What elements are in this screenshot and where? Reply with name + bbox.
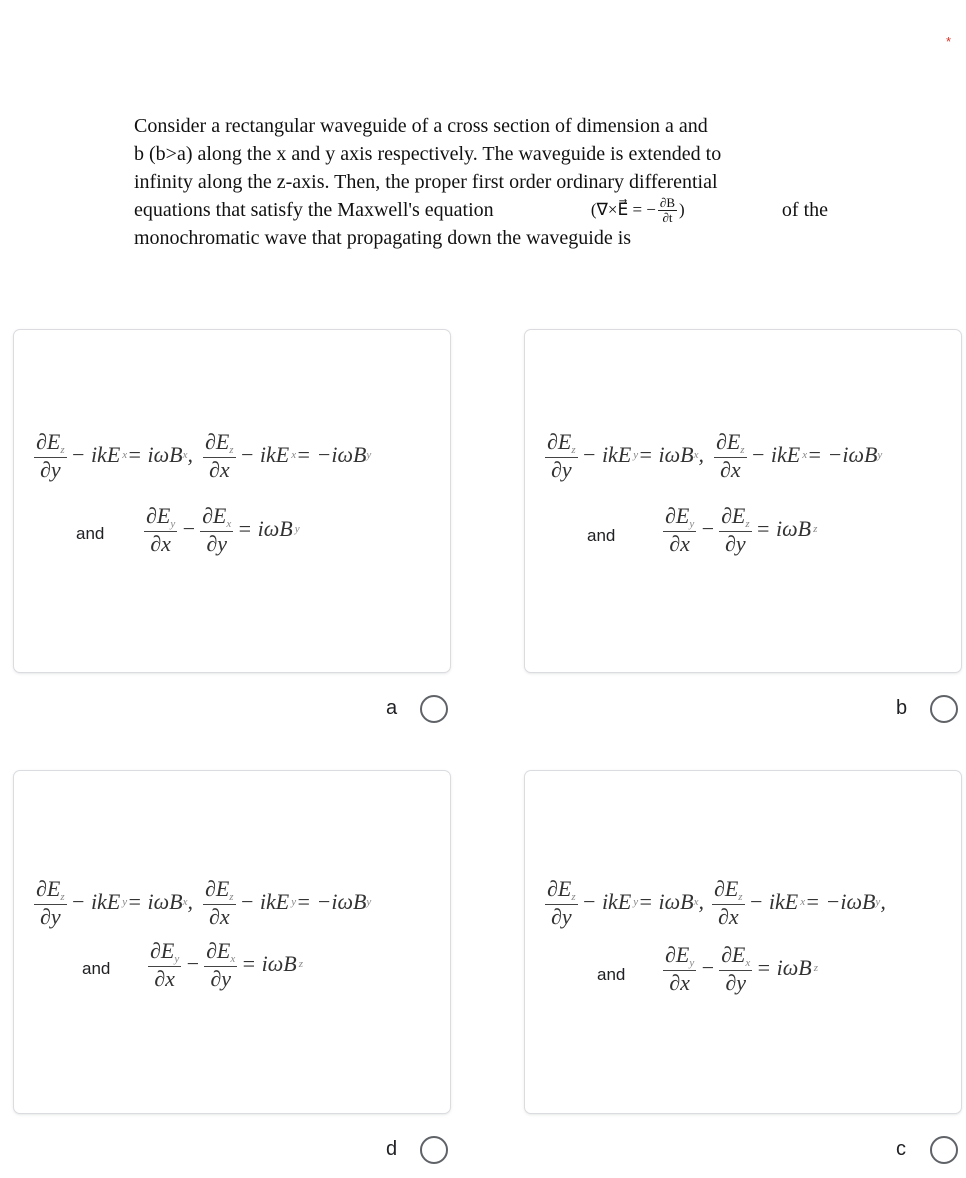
question-line-1: Consider a rectangular waveguide of a cross section of dimension a and xyxy=(134,115,708,137)
option-card-b[interactable] xyxy=(525,330,961,672)
question-line-2: b (b>a) along the x and y axis respectively. The waveguide is extended to xyxy=(134,143,722,165)
option-d-equation-row-2: $\frac{\partial E_y}{\partial x}$ − $\frac{\partial E_x}{\partial y}$ = iωB z xyxy=(150,938,303,991)
option-a-radio[interactable] xyxy=(420,695,448,723)
option-c-label: c xyxy=(896,1138,906,1160)
maxwell-eq-lhs: (∇×E⃗ = − xyxy=(590,200,656,220)
option-card-d[interactable] xyxy=(14,771,450,1113)
option-b-and: and xyxy=(587,526,616,545)
option-d-radio[interactable] xyxy=(420,1136,448,1164)
option-c-equation-row-1: $\frac{\partial E_z}{\partial y}$ − ikE y = iωB x , $\frac{\partial E_z}{\partial x}$ − ikE x = −iωB y , xyxy=(547,876,886,929)
question-line-3: infinity along the z-axis. Then, the proper first order ordinary differential xyxy=(134,171,718,193)
option-d-equation-row-1: $\frac{\partial E_z}{\partial y}$ − ikE y = iωB x , $\frac{\partial E_z}{\partial x}$ − ikE y = −iωB y xyxy=(36,876,372,929)
option-a-eq1-fraction: $\frac{\partial E_z}{\partial y}$ xyxy=(36,429,65,482)
option-d-label: d xyxy=(386,1138,398,1160)
option-c-and: and xyxy=(597,965,626,984)
option-b-equation-row-1: $\frac{\partial E_z}{\partial y}$ − ikE y = iωB x , $\frac{\partial E_z}{\partial x}$ − ikE x = −iωB y xyxy=(547,429,883,482)
option-a-eq2-fraction: $\frac{\partial E_z}{\partial x}$ xyxy=(204,429,234,482)
option-a-equation-row-1: $\frac{\partial E_z}{\partial y}$ − ikE x = iωB x , $\frac{\partial E_z}{\partial x}$ − ikE x = −iωB y xyxy=(36,429,372,482)
question-line-4-start: equations that satisfy the Maxwell's equation xyxy=(134,199,494,222)
option-b-radio[interactable] xyxy=(930,695,958,723)
maxwell-eq-close: ) xyxy=(679,200,685,220)
maxwell-eq-num: ∂B xyxy=(659,195,676,210)
question-line-4-end: of the xyxy=(781,199,828,222)
maxwell-eq-fraction xyxy=(658,196,677,224)
required-asterisk: * xyxy=(946,34,952,49)
option-a-and: and xyxy=(76,524,105,543)
option-c-radio[interactable] xyxy=(930,1136,958,1164)
option-b-equation-row-2: $\frac{\partial E_y}{\partial x}$ − $\frac{\partial E_z}{\partial y}$ = iωB z xyxy=(665,503,818,556)
option-c-equation-row-2: $\frac{\partial E_y}{\partial x}$ − $\frac{\partial E_x}{\partial y}$ = iωB z xyxy=(665,942,818,995)
option-a-equation-row-2: $\frac{\partial E_y}{\partial x}$ − $\frac{\partial E_x}{\partial y}$ = iωB y xyxy=(146,503,300,556)
option-b-label: b xyxy=(896,697,908,719)
option-card-c[interactable] xyxy=(525,771,961,1113)
maxwell-equation xyxy=(591,196,685,224)
option-a-label: a xyxy=(386,697,398,719)
question-line-4 xyxy=(134,196,828,224)
option-d-and: and xyxy=(82,959,111,978)
maxwell-eq-den: ∂t xyxy=(662,209,673,225)
question-text xyxy=(134,112,828,252)
question-line-5: monochromatic wave that propagating down the waveguide is xyxy=(134,227,632,250)
option-card-a[interactable] xyxy=(14,330,450,672)
